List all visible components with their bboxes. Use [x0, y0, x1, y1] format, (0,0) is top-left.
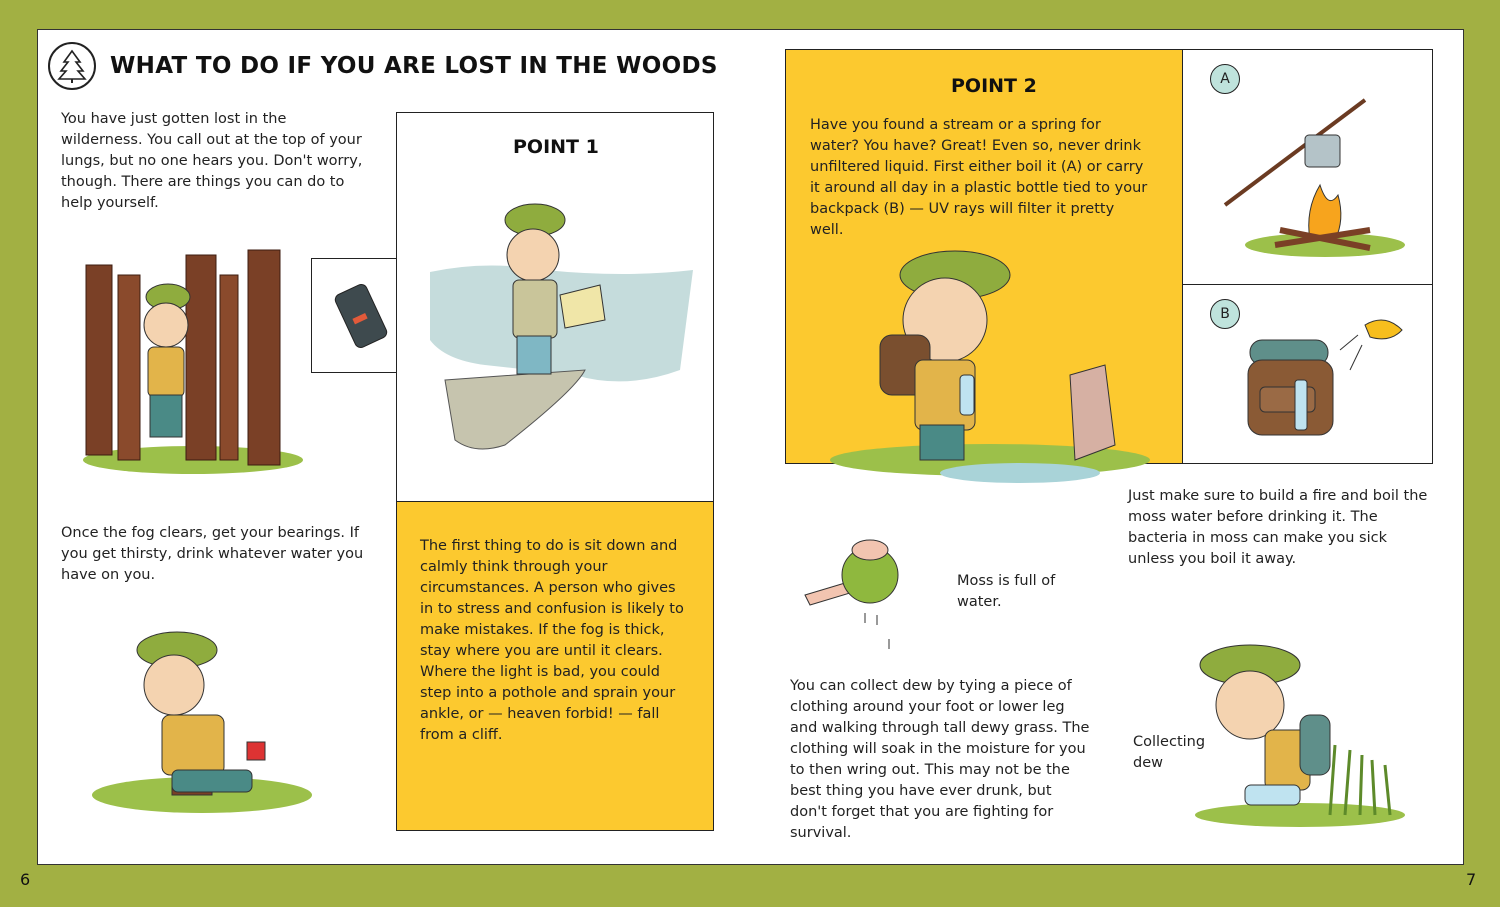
page-number-left: 6 — [20, 870, 31, 889]
sitting-boy-illustration — [82, 630, 322, 830]
tree-icon — [48, 42, 96, 90]
moss-icon — [805, 535, 915, 655]
backpack-icon — [1248, 340, 1333, 435]
pot-icon — [1305, 135, 1340, 167]
point2-text: Have you found a stream or a spring for water? You have? Great! Even so, never drink unfiltered liquid. First either boil it (A) or carry it around all day in a plastic bottle tied to your backpack (B) — UV rays will filter it pretty well. — [810, 117, 1148, 238]
water-bottle-icon — [960, 375, 974, 415]
point1-text: The first thing to do is sit down and calmly think through your circumstances. A person who gives in to stress and confusion is likely to make mistakes. If the fog is thick, stay where you are until it clears. Where the light is bad, you could step into a pothole and sprain your ankle, or — heaven forbid! — fall from a cliff. — [420, 538, 684, 743]
fog-paragraph: Once the fog clears, get your bearings. If you get thirsty, drink whatever water you have on you. — [61, 525, 364, 583]
boil-illustration — [1220, 70, 1410, 260]
map-boy-illustration — [425, 200, 695, 460]
page-number-right: 7 — [1466, 870, 1477, 889]
badge-b: B — [1210, 299, 1240, 329]
phone-icon — [332, 279, 392, 349]
dew-caption: Collecting dew — [1133, 734, 1206, 771]
page-title: WHAT TO DO IF YOU ARE LOST IN THE WOODS — [110, 53, 718, 79]
title-block — [48, 42, 718, 90]
point1-title: POINT 1 — [513, 136, 599, 158]
spring-boy-illustration — [820, 245, 1150, 485]
forest-illustration — [78, 245, 308, 485]
intro-paragraph: You have just gotten lost in the wilderness. You call out at the top of your lungs, but no one hears you. Don't worry, though. There are things you can do to help yourself. — [61, 111, 363, 211]
backpack-illustration — [1240, 305, 1420, 445]
point2-title: POINT 2 — [951, 75, 1037, 97]
mug-icon — [247, 742, 265, 760]
moss-caption: Moss is full of water. — [957, 573, 1056, 610]
moss-note: Just make sure to build a fire and boil the moss water before drinking it. The bacteria in moss can make you sick unless you boil it away. — [1128, 488, 1428, 567]
dew-boy-illustration — [1190, 635, 1410, 835]
badge-a: A — [1210, 64, 1240, 94]
dew-paragraph: You can collect dew by tying a piece of clothing around your foot or lower leg and walking through tall dewy grass. The clothing will soak in the moisture for you to then wring out. This may not be the best thing you have ever drunk, but don't forget that you are fighting for survival. — [790, 678, 1090, 841]
sun-icon — [1340, 320, 1402, 370]
